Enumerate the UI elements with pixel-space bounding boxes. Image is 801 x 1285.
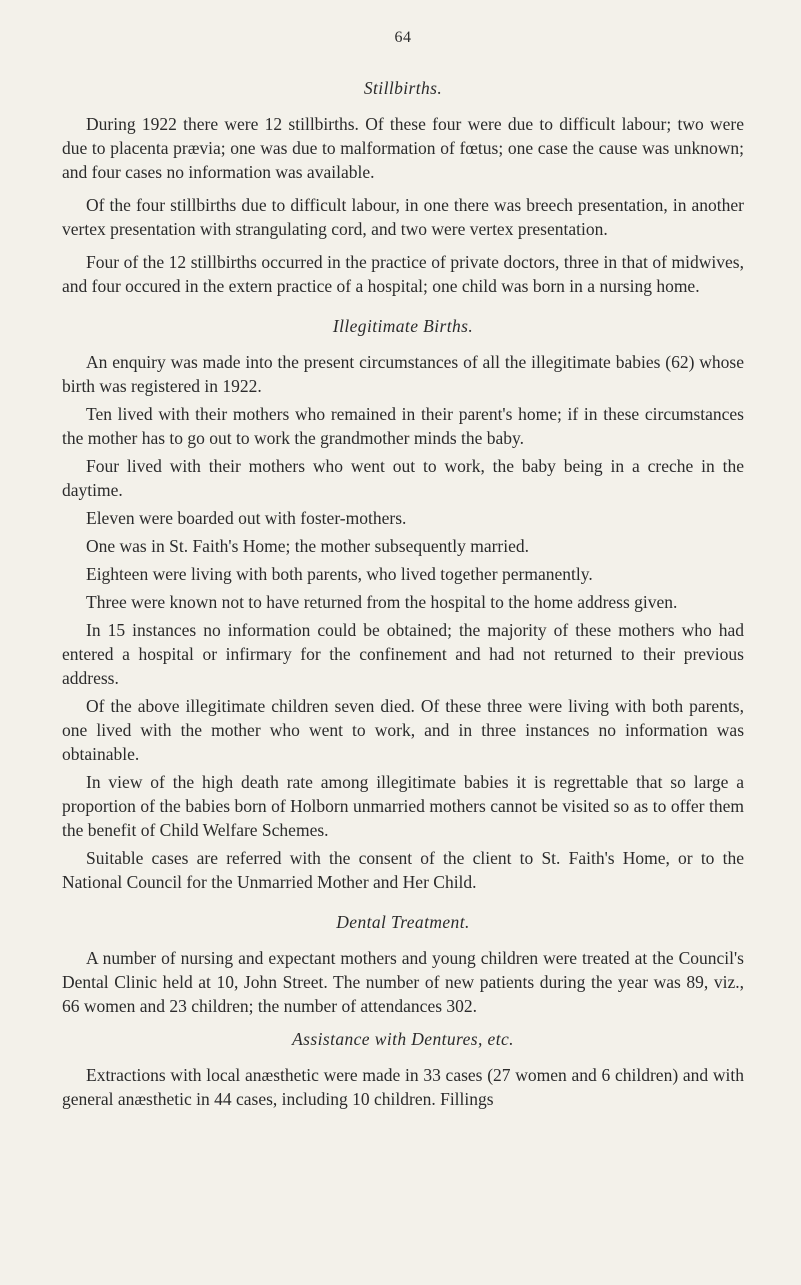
paragraph: Eleven were boarded out with foster-mothers.: [86, 508, 407, 528]
paragraph: During 1922 there were 12 stillbirths. Of these four were due to difficult labour; two were due to placenta prævia; one was due to malformation of fœtus; one case the cause was unknown; and four cases no information was available.: [62, 114, 744, 182]
paragraph: Of the four stillbirths due to difficult labour, in one there was breech presentation, in another vertex presentation with strangulating cord, and two were vertex presentation.: [62, 195, 744, 239]
paragraph: An enquiry was made into the present circumstances of all the illegitimate babies (62) whose birth was registered in 1922.: [62, 352, 744, 396]
section-heading: Illegitimate Births.: [332, 316, 474, 336]
section-stillbirths: [62, 76, 744, 298]
paragraph: Four lived with their mothers who went out to work, the baby being in a creche in the daytime.: [62, 456, 744, 500]
page-number: 64: [394, 29, 412, 46]
paragraph: In view of the high death rate among illegitimate babies it is regrettable that so large a proportion of the babies born of Holborn unmarried mothers cannot be visited so as to offer them the benefit of Child Welfare Schemes.: [62, 772, 744, 840]
paragraph: In 15 instances no information could be obtained; the majority of these mothers who had entered a hospital or infirmary for the confinement and had not returned to their previous address.: [62, 620, 744, 688]
section-heading: Assistance with Dentures, etc.: [292, 1029, 514, 1049]
paragraph: Eighteen were living with both parents, who lived together permanently.: [86, 564, 593, 584]
paragraph: Suitable cases are referred with the consent of the client to St. Faith's Home, or to the National Council for the Unmarried Mother and Her Child.: [62, 848, 744, 892]
paragraph: Three were known not to have returned from the hospital to the home address given.: [86, 592, 678, 612]
section-dentures: [62, 1027, 744, 1111]
paragraph: Of the above illegitimate children seven died. Of these three were living with both parents, one lived with the mother who went to work, and in three instances no information was obtainable.: [62, 696, 744, 764]
section-heading: Stillbirths.: [363, 78, 443, 98]
section-illegitimate-births: [62, 314, 744, 894]
section-heading: Dental Treatment.: [336, 912, 470, 932]
paragraph: A number of nursing and expectant mothers and young children were treated at the Council's Dental Clinic held at 10, John Street. The number of new patients during the year was 89, viz., 66 women and 23 children; the number of attendances 302.: [62, 948, 744, 1016]
paragraph: Four of the 12 stillbirths occurred in the practice of private doctors, three in that of midwives, and four occured in the extern practice of a hospital; one child was born in a nursing home.: [62, 252, 744, 296]
paragraph: Ten lived with their mothers who remained in their parent's home; if in these circumstances the mother has to go out to work the grandmother minds the baby.: [62, 404, 744, 448]
paragraph: Extractions with local anæsthetic were made in 33 cases (27 women and 6 children) and with general anæsthetic in 44 cases, including 10 children. Fillings: [62, 1065, 744, 1109]
section-dental-treatment: [62, 910, 744, 1018]
paragraph: One was in St. Faith's Home; the mother subsequently married.: [86, 536, 530, 556]
